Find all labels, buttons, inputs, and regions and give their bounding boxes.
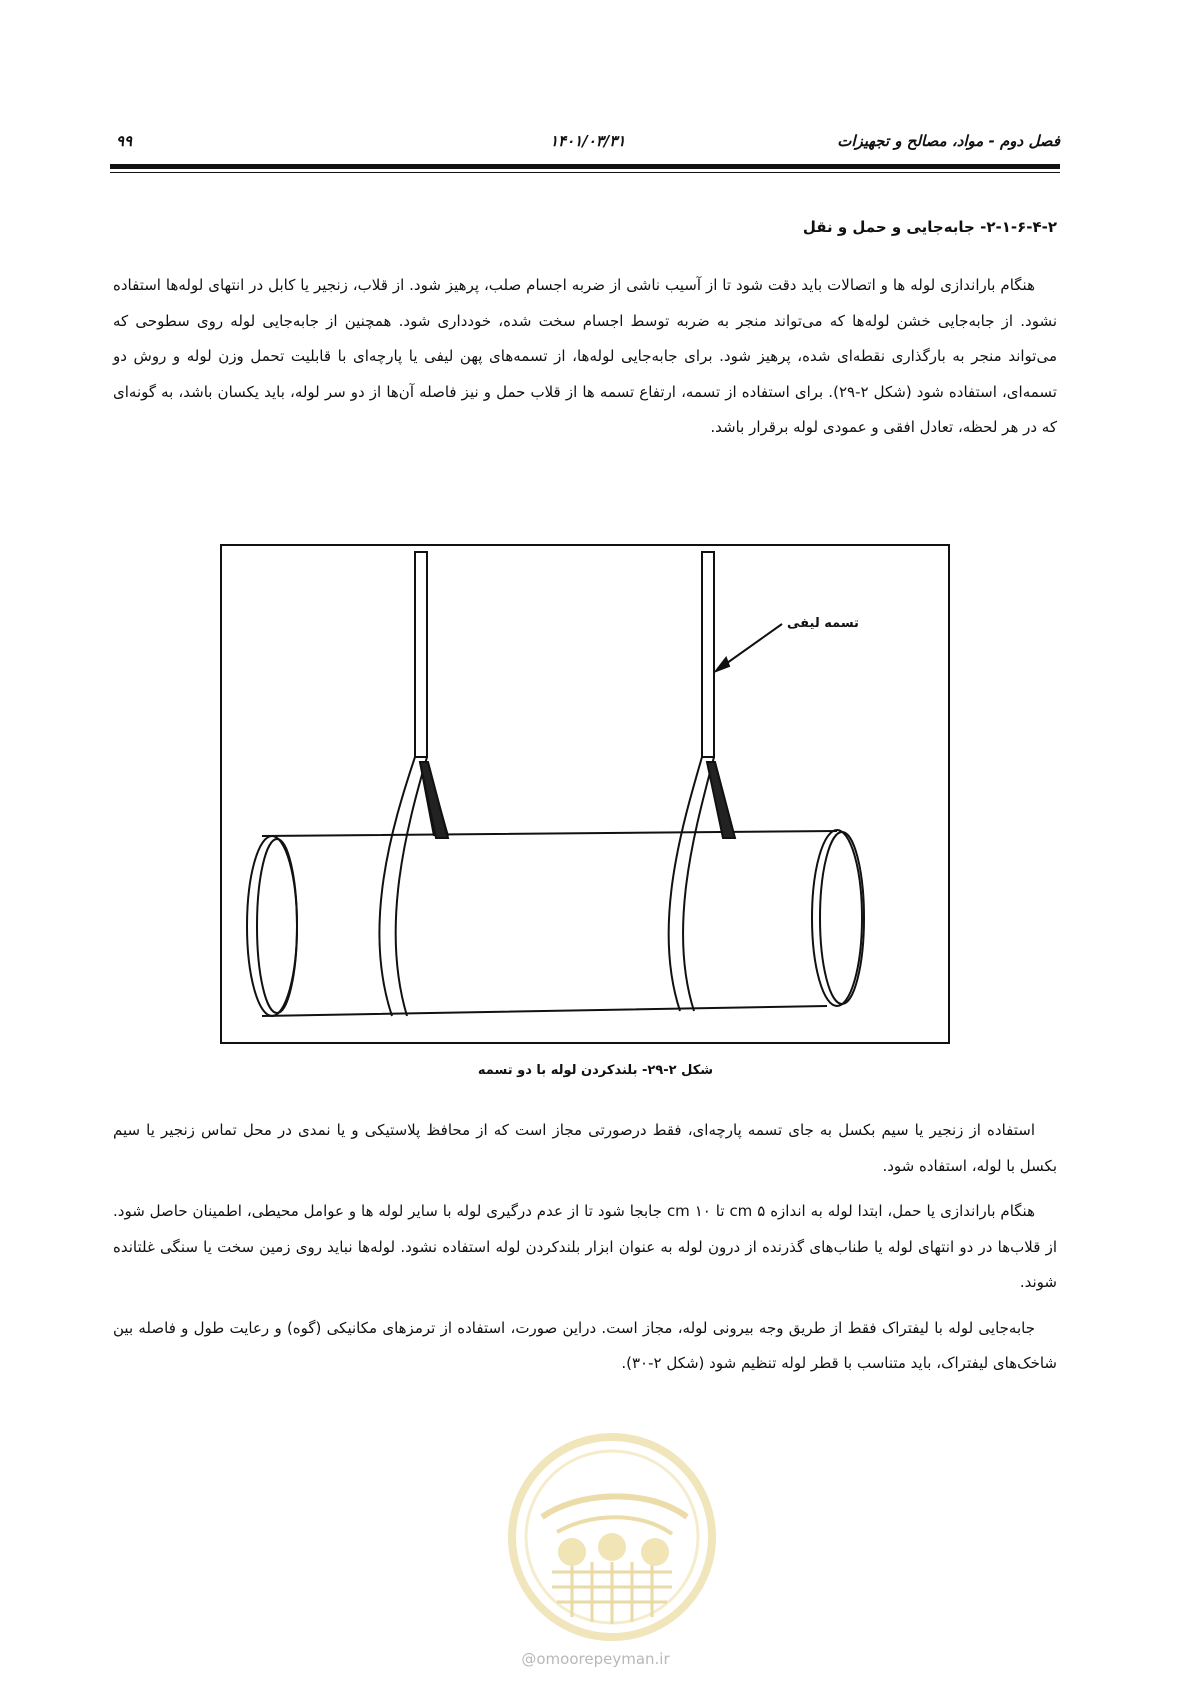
right-strap-vertical (702, 552, 714, 757)
paragraph: جابه‌جایی لوله با لیفتراک فقط از طریق وجه بیرونی لوله، مجاز است. دراین صورت، استفاده از ترمزهای مکانیکی (گوه) و رعایت طول و فاصله بین شاخک‌های لیفتراک، باید متناسب با قطر لوله تنظیم شود (شکل ۲-۳۰). (113, 1318, 1057, 1372)
watermark-url: @omoorepeyman.ir (521, 1650, 670, 1668)
page-number: ۹۹ (116, 132, 133, 150)
header-date: ۱۴۰۱/۰۳/۳۱ (550, 132, 626, 150)
chapter-title: فصل دوم - مواد، مصالح و تجهیزات (837, 132, 1060, 150)
label-arrow (720, 624, 782, 668)
paragraph: هنگام باراندازی لوله ها و اتصالات باید دقت شود تا از آسیب ناشی از ضربه اجسام صلب، پرهیز شود. از قلاب، زنجیر یا کابل در انتهای لوله‌ها استفاده نشود. از جابه‌جایی خشن لوله‌ها که می‌تواند منجر به ضربه توسط اجسام سخت شده، خودداری شود. همچنین از جابه‌جایی لوله روی سطوحی که می‌تواند منجر به بارگذاری نقطه‌ای شده، پرهیز شود. برای جابه‌جایی لوله‌ها، از تسمه‌های پهن لیفی یا پارچه‌ای با قابلیت تحمل وزن لوله و روش دو تسمه‌ای، استفاده شود (شکل ۲-۲۹). برای استفاده از تسمه، ارتفاع تسمه ها از قلاب حمل و نیز فاصله آن‌ها از دو سر لوله، باید یکسان باشد، به گونه‌ای که در هر لحظه، تعادل افقی و عمودی لوله برقرار باشد. (113, 276, 1057, 436)
pipe-body-outline (262, 831, 837, 1016)
left-strap-vertical (415, 552, 427, 757)
pipe-left-end-cap (247, 836, 297, 1016)
header-rule-thin (110, 172, 1060, 173)
figure-pipe-lifting (220, 544, 950, 1044)
paragraph: هنگام باراندازی یا حمل، ابتدا لوله به اندازه ۵ cm تا ۱۰ cm جابجا شود تا از عدم درگیری لوله با سایر لوله ها و عوامل محیطی، اطمینان حاصل شود. از قلاب‌ها در دو انتهای لوله یا طناب‌های گذرنده از درون لوله به عنوان ابزار بلندکردن لوله استفاده نشود. لوله‌ها نباید روی زمین سخت یا سنگی غلتانده شوند. (113, 1202, 1057, 1291)
paragraph-block-2 (113, 1113, 1057, 1392)
paragraph: استفاده از زنجیر یا سیم بکسل به جای تسمه پارچه‌ای، فقط درصورتی مجاز است که از محافظ پلاستیکی و یا نمدی در محل تماس زنجیر یا سیم بکسل با لوله، استفاده شود. (113, 1121, 1057, 1175)
figure-caption: شکل ۲-۲۹- بلندکردن لوله با دو تسمه (477, 1063, 714, 1078)
seal-icon (497, 1422, 727, 1652)
header-rule-thick (110, 164, 1060, 169)
left-strap-loop (379, 757, 415, 1016)
section-heading: ۲-۱-۶-۴-۲- جابه‌جایی و حمل و نقل (802, 218, 1057, 236)
page-header (110, 128, 1060, 158)
paragraph-block-1 (113, 268, 1057, 446)
strap-label: تسمه لیفی (787, 616, 859, 631)
